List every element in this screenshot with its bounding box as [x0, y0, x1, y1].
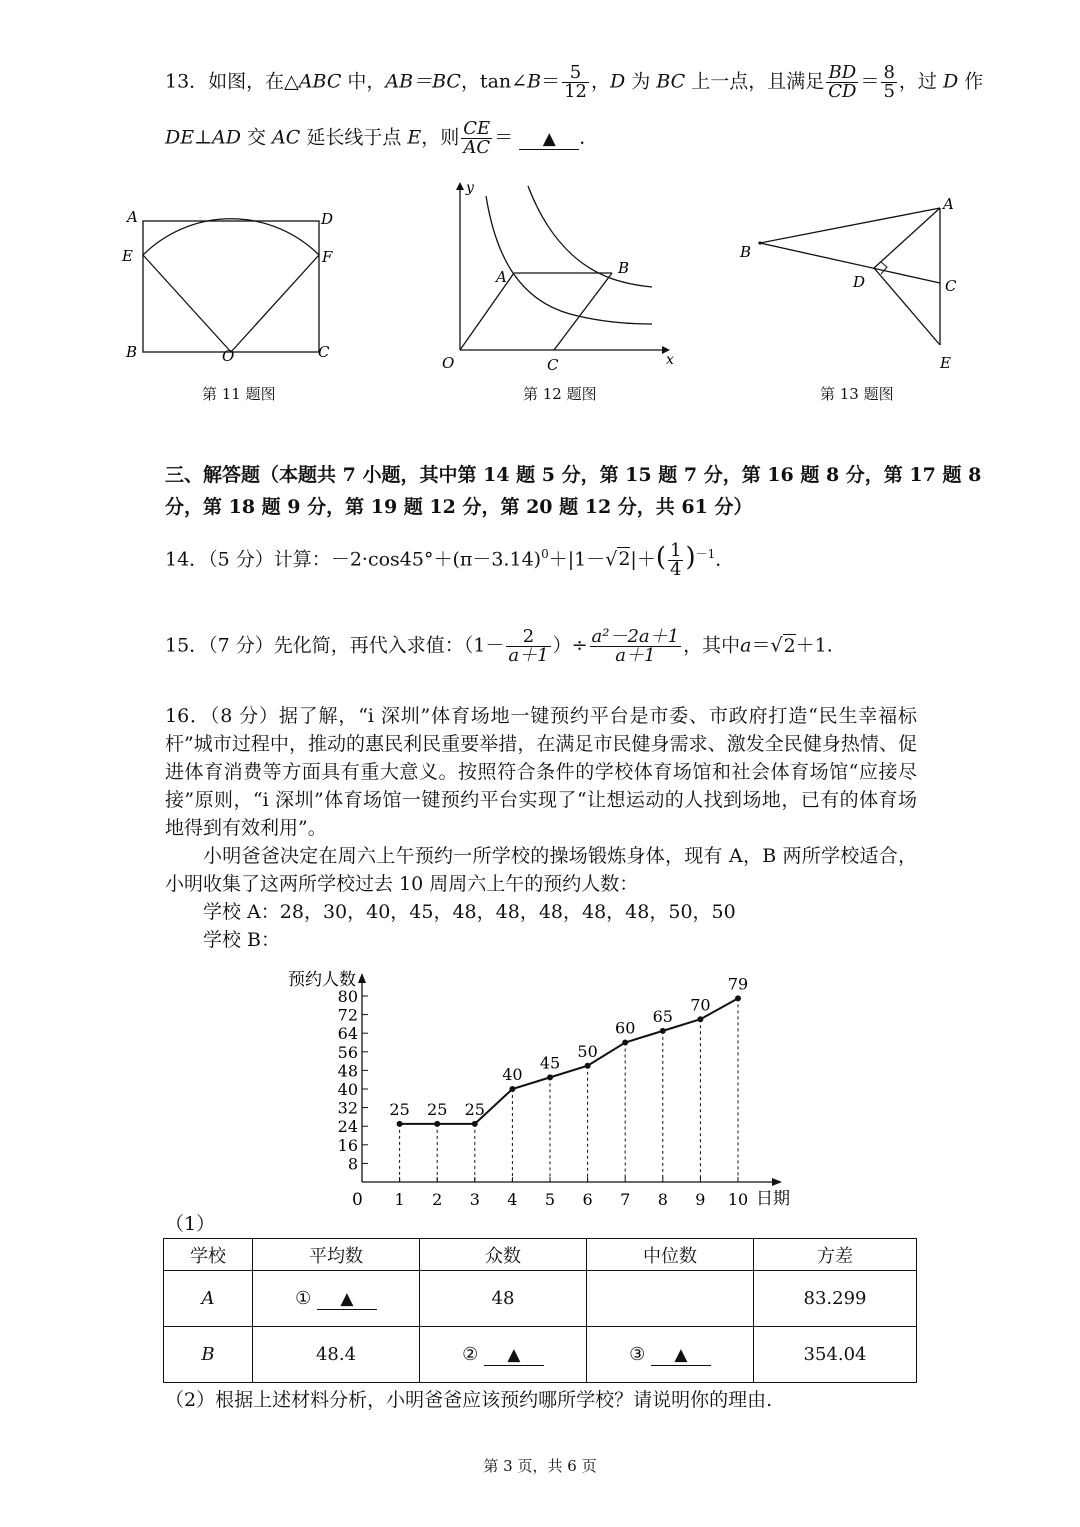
x-tick-label: 5 — [544, 1190, 556, 1209]
data-label: 25 — [427, 1099, 448, 1119]
figure-13 — [730, 190, 970, 375]
q15-fraction-1: $\frac{2}{a+1}$ — [508, 626, 549, 666]
q16-paragraph-2: 小明爸爸决定在周六上午预约一所学校的操场锻炼身体，现有 A，B 两所学校适合，小明收集了这两所学校过去 10 周周六上午的预约人数： — [165, 845, 917, 895]
label-O: O — [222, 347, 235, 365]
label-D: D — [853, 273, 866, 291]
cell-median: ③ ▲ — [587, 1327, 754, 1383]
y-tick-label: 32 — [337, 1098, 358, 1118]
y-tick-label: 8 — [347, 1154, 358, 1174]
data-label: 50 — [577, 1041, 598, 1061]
q14: 14．（5 分）计算：$-2\cdot\cos 45^\circ+(\pi-3.14)^0+|1-√2|+$( $\frac{1}{4}$ )$^{-1}$． — [165, 539, 735, 580]
booking-line-chart — [280, 963, 810, 1213]
cell-variance: 354.04 — [754, 1327, 917, 1383]
figure-11 — [115, 200, 355, 375]
series-line — [400, 998, 738, 1124]
label-E: E — [940, 354, 951, 372]
y-axis-label: 预约人数 — [288, 970, 356, 990]
label-C: C — [318, 343, 330, 361]
label-B: B — [126, 343, 138, 361]
data-point — [472, 1121, 478, 1127]
y-tick-label: 80 — [337, 987, 358, 1006]
table-row — [164, 1327, 917, 1383]
q15: 15．（7 分）先化简，再代入求值：（1－ $\frac{2}{a+1}$ ）÷ $\frac{\text{a²－2a＋1}}{a+1}$ ，其中a＝√2＋1. — [165, 626, 833, 666]
data-point — [735, 995, 741, 1001]
data-label: 65 — [652, 1006, 673, 1026]
ratio-fraction: $\frac{BD}{CD}$ — [828, 62, 857, 102]
table-row — [164, 1271, 917, 1327]
q14-fraction: $\frac{1}{4}$ — [669, 539, 682, 580]
label-F: F — [322, 248, 333, 266]
data-point — [509, 1086, 515, 1092]
data-label: 25 — [464, 1099, 485, 1119]
q13-line2: DE⊥AD 交 AC 延长线于点 E，则 $\frac{CE}{AC}$ ＝ ▲ ． — [165, 118, 599, 158]
cell-mean: ① ▲ — [253, 1271, 420, 1327]
cell-school: A — [164, 1271, 253, 1327]
x-tick-label: 3 — [469, 1190, 480, 1209]
q13-line1: 13．如图，在△ABC 中，AB＝BC，tan∠B＝ $\frac{5}{12}$ ，D 为 BC 上一点，且满足 $\frac{BD}{CD}$ ＝ $\frac{8}{5}$ ，过 D 作 — [165, 62, 984, 102]
y-tick-label: 24 — [337, 1117, 358, 1137]
label-B: B — [618, 259, 630, 277]
cell-school: B — [164, 1327, 253, 1383]
y-tick-label: 64 — [337, 1024, 358, 1044]
header-mean: 平均数 — [253, 1239, 420, 1271]
table-header-row — [164, 1239, 917, 1271]
data-point — [660, 1028, 666, 1034]
figure-12-caption: 第 12 题图 — [523, 385, 597, 403]
y-tick-label: 56 — [337, 1042, 358, 1062]
label-x: x — [666, 352, 674, 368]
data-label: 60 — [615, 1018, 636, 1038]
section3-heading-line2: 分，第 18 题 9 分，第 19 题 12 分，第 20 题 12 分，共 61 分） — [165, 496, 753, 518]
figure-12 — [430, 178, 680, 373]
q16-paragraph-1: 16．（8 分）据了解，“i 深圳”体育场地一键预约平台是市委、市政府打造“民生幸福标杆”城市过程中，推动的惠民利民重要举措，在满足市民健身需求、激发全民健身热情、促进体育消费等方面具有重大意义。按照符合条件的学校体育场馆和社会体育场馆“应接尽接”原则，“i 深圳”体育场馆一键预约平台实现了“让想运动的人找到场地，已有的体育场地得到有效利用”。 — [165, 705, 917, 839]
label-O: O — [442, 354, 455, 372]
data-point — [585, 1063, 591, 1069]
y-tick-label: 16 — [337, 1135, 358, 1155]
cell-mode: 48 — [420, 1271, 587, 1327]
label-A: A — [496, 268, 507, 286]
data-point — [697, 1016, 703, 1022]
y-tick-label: 72 — [337, 1005, 358, 1025]
y-axis-arrow — [358, 973, 366, 983]
cell-variance: 83.299 — [754, 1271, 917, 1327]
header-mode: 众数 — [420, 1239, 587, 1271]
x-tick-label: 9 — [695, 1190, 706, 1209]
header-variance: 方差 — [754, 1239, 917, 1271]
answer-blank: ▲ — [519, 129, 579, 150]
tan-fraction: $\frac{5}{12}$ — [564, 62, 587, 102]
section3-heading-line1: 三、解答题（本题共 7 小题，其中第 14 题 5 分，第 15 题 7 分，第 16 题 8 分，第 17 题 8 — [165, 464, 982, 486]
x-tick-label: 10 — [727, 1190, 749, 1209]
x-tick-label: 7 — [620, 1190, 631, 1209]
label-A: A — [127, 208, 138, 226]
x-axis-label: 日期 — [756, 1189, 790, 1209]
data-point — [547, 1074, 553, 1080]
header-median: 中位数 — [587, 1239, 754, 1271]
x-tick-label: 8 — [657, 1190, 668, 1209]
data-label: 25 — [389, 1099, 410, 1119]
data-label: 40 — [502, 1065, 523, 1084]
q16-part1-label: （1） — [165, 1213, 216, 1235]
data-point — [434, 1121, 440, 1127]
label-B: B — [740, 243, 752, 261]
figure-13-caption: 第 13 题图 — [820, 385, 894, 403]
cell-mode: ② ▲ — [420, 1327, 587, 1383]
x-tick-label: 1 — [394, 1190, 405, 1209]
q16-school-b: 学校 B： — [203, 929, 281, 951]
data-point — [397, 1121, 403, 1127]
x-tick-label: 6 — [582, 1190, 593, 1209]
q16-text — [165, 702, 917, 954]
figure-11-caption: 第 11 题图 — [202, 385, 276, 403]
header-school: 学校 — [164, 1239, 253, 1271]
cell-mean: 48.4 — [253, 1327, 420, 1383]
y-tick-label: 40 — [337, 1080, 358, 1099]
ratio-value-fraction: $\frac{8}{5}$ — [883, 62, 895, 102]
data-point — [622, 1040, 628, 1046]
label-C: C — [547, 356, 559, 373]
q16-school-a: 学校 A：28，30，40，45，48，48，48，48，48，50，50 — [203, 901, 736, 923]
x-tick-label: 2 — [432, 1190, 443, 1209]
origin-label: 0 — [352, 1190, 363, 1210]
data-label: 79 — [727, 974, 749, 994]
label-E: E — [122, 247, 133, 265]
statistics-table — [163, 1238, 917, 1383]
data-label: 70 — [690, 995, 711, 1015]
y-tick-label: 48 — [337, 1061, 358, 1081]
label-D: D — [321, 210, 334, 228]
x-tick-label: 4 — [507, 1190, 518, 1209]
page-footer: 第 3 页，共 6 页 — [483, 1457, 597, 1475]
data-label: 45 — [539, 1053, 561, 1073]
q16-part2: （2）根据上述材料分析，小明爸爸应该预约哪所学校？请说明你的理由. — [165, 1389, 773, 1411]
x-axis-arrow — [772, 1178, 782, 1186]
cell-median — [587, 1271, 754, 1327]
q15-fraction-2: $\frac{\text{a²－2a＋1}}{a+1}$ — [591, 626, 680, 666]
label-A: A — [943, 195, 954, 213]
label-y: y — [466, 180, 474, 196]
answer-fraction: $\frac{CE}{AC}$ — [463, 118, 491, 158]
label-C: C — [945, 277, 957, 295]
